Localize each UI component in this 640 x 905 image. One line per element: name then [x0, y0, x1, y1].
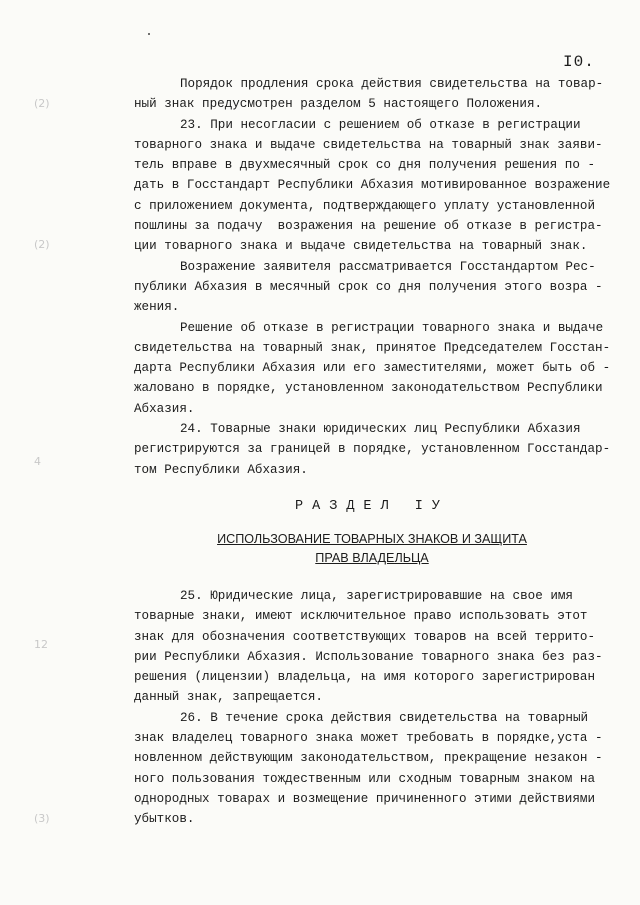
text-line: 24. Товарные знаки юридических лиц Республики Абхазия	[180, 422, 581, 437]
paragraphs-before-section	[134, 74, 610, 480]
text-line: данный знак, запрещается.	[134, 690, 323, 705]
text-line: регистрируются за границей в порядке, установленном Госстандар-	[134, 442, 611, 457]
text-line: убытков.	[134, 812, 195, 827]
text-line: свидетельства на товарный знак, принятое Председателем Госстан-	[134, 340, 611, 355]
text-line: жаловано в порядке, установленном законодательством Республики	[134, 381, 603, 396]
text-line: 26. В течение срока действия свидетельства на товарный	[180, 710, 589, 725]
text-line: знак для обозначения соответствующих товаров на всей террито-	[134, 629, 596, 644]
text-line: знак владелец товарного знака может требовать в порядке,уста -	[134, 731, 603, 746]
page-number: I0.	[563, 53, 595, 71]
ink-speck	[148, 33, 150, 35]
document-body	[134, 74, 610, 830]
margin-mark: 12	[34, 638, 48, 651]
text-line: публики Абхазия в месячный срок со дня получения этого возра -	[134, 279, 603, 294]
text-line: новленном действующим законодательством, прекращение незакон -	[134, 751, 603, 766]
section-title: РАЗДЕЛ IУ	[295, 498, 449, 514]
text-line: Решение об отказе в регистрации товарного знака и выдаче	[180, 320, 604, 335]
text-line: дарта Республики Абхазия или его заместителями, может быть об -	[134, 361, 611, 376]
margin-mark: 4	[34, 455, 41, 468]
text-line: жения.	[134, 300, 180, 315]
text-line: Порядок продления срока действия свидетельства на товар-	[180, 77, 604, 91]
text-line: решения (лицензии) владельца, на имя которого зарегистрирован	[134, 670, 596, 685]
text-line: Возражение заявителя рассматривается Госстандартом Рес-	[180, 259, 596, 274]
text-line: пошлины за подачу возражения на решение об отказе в регистра-	[134, 219, 603, 234]
text-line: дать в Госстандарт Республики Абхазия мотивированное возражение	[134, 178, 611, 193]
text-line: ного пользования тождественным или сходным товарным знаком на	[134, 771, 596, 786]
text-line: 23. При несогласии с решением об отказе в регистрации	[180, 117, 581, 132]
text-line: товарного знака и выдаче свидетельства на товарный знак заяви-	[134, 137, 603, 152]
margin-mark: (2)	[34, 97, 50, 110]
text-line: ный знак предусмотрен разделом 5 настоящего Положения.	[134, 97, 543, 112]
text-line: ции товарного знака и выдаче свидетельства на товарный знак.	[134, 239, 588, 254]
section-heading-line-2: ПРАВ ВЛАДЕЛЬЦА	[315, 550, 429, 565]
paragraphs-after-section	[134, 586, 610, 830]
margin-mark: (2)	[34, 238, 50, 251]
text-line: товарные знаки, имеют исключительное право использовать этот	[134, 609, 588, 624]
text-line: рии Республики Абхазия. Использование товарного знака без раз-	[134, 649, 603, 664]
text-line: с приложением документа, подтверждающего уплату установленной	[134, 198, 596, 213]
text-line: 25. Юридические лица, зарегистрировавшие на свое имя	[180, 588, 573, 603]
text-line: том Республики Абхазия.	[134, 462, 308, 477]
text-line: Абхазия.	[134, 401, 195, 416]
text-line: однородных товарах и возмещение причиненного этими действиями	[134, 791, 596, 806]
margin-mark: (3)	[34, 812, 50, 825]
text-line: тель вправе в двухмесячный срок со дня получения решения по -	[134, 158, 596, 173]
section-heading-line-1: ИСПОЛЬЗОВАНИЕ ТОВАРНЫХ ЗНАКОВ И ЗАЩИТА	[217, 531, 527, 546]
